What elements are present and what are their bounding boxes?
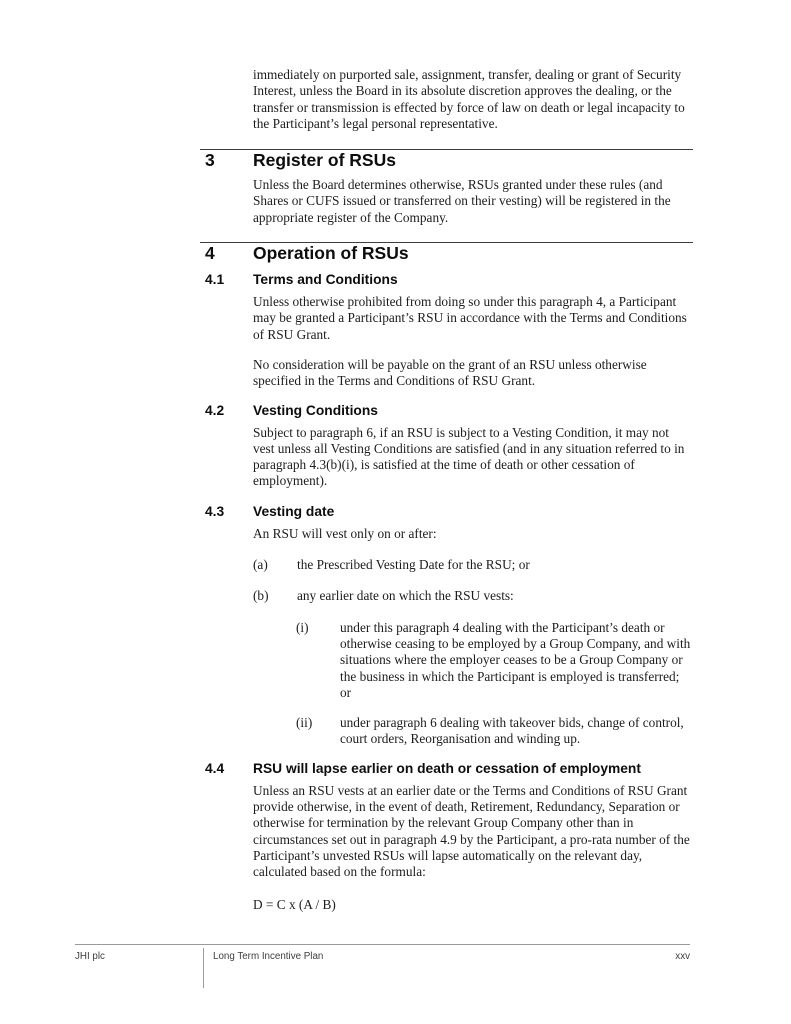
paragraph: Unless an RSU vests at an earlier date or the Terms and Conditions of RSU Grant provide otherwise, in the event of death, Retirement, Redundancy, Separation or otherwise for termination by the relevant Group Company other than in circumstances set out in paragraph 4.9 by the Participant, a pro-rata number of the Participant’s unvested RSUs will lapse automatically on the relevant day, calculated based on the formula: <box>253 782 690 880</box>
subsection-title: Terms and Conditions <box>253 272 398 288</box>
list-item-text: any earlier date on which the RSU vests: <box>297 588 514 604</box>
list-item-ii <box>296 715 691 748</box>
footer-company: JHI plc <box>75 951 105 962</box>
list-marker: (ii) <box>296 715 313 731</box>
subsection-title: Vesting date <box>253 503 335 519</box>
subsection-number: 4.2 <box>205 402 225 418</box>
subsection-number: 4.1 <box>205 272 225 288</box>
paragraph: Unless otherwise prohibited from doing so under this paragraph 4, a Participant may be granted a Participant’s RSU in accordance with the Terms and Conditions of RSU Grant. <box>253 294 687 342</box>
list-item-text: under paragraph 6 dealing with takeover bids, change of control, court orders, Reorganisation and winding up. <box>340 715 684 747</box>
subsection-4-4-heading <box>200 760 693 777</box>
paragraph: An RSU will vest only on or after: <box>253 525 437 541</box>
section-number: 4 <box>205 243 215 264</box>
list-item-text: under this paragraph 4 dealing with the Participant’s death or otherwise ceasing to be employed by a Group Company, and with situations where the employer ceases to be a Group Company or the business in which the Participant is employed is transferred; or <box>340 619 691 700</box>
section-title: Operation of RSUs <box>253 243 409 264</box>
list-item-i <box>296 620 691 701</box>
section-number: 3 <box>205 150 215 171</box>
subsection-number: 4.3 <box>205 503 225 519</box>
paragraph: Unless the Board determines otherwise, RSUs granted under these rules (and Shares or CUFS issued or transferred on their vesting) will be registered in the appropriate register of the Company. <box>253 177 671 225</box>
subsection-number: 4.4 <box>205 760 225 776</box>
list-marker: (a) <box>253 557 268 573</box>
paragraph: Subject to paragraph 6, if an RSU is subject to a Vesting Condition, it may not vest unless all Vesting Conditions are satisfied (and in any situation referred to in paragraph 4.3(b)(i), is satisfied at the time of death or other cessation of employment). <box>253 424 685 489</box>
section-title: Register of RSUs <box>253 150 396 171</box>
footer-page-number: xxv <box>675 951 690 962</box>
subsection-4-3-heading <box>200 503 693 520</box>
continuation-paragraph: immediately on purported sale, assignment, transfer, dealing or grant of Security Interest, unless the Board in its absolute discretion approves the dealing, or the transfer or transmission is effected by force of law on death or legal incapacity to the Participant’s legal personal representative. <box>253 67 685 131</box>
section-4-heading <box>200 243 693 264</box>
section-3-heading <box>200 150 693 171</box>
paragraph: No consideration will be payable on the grant of an RSU unless otherwise specified in the Terms and Conditions of RSU Grant. <box>253 356 647 389</box>
subsection-title: RSU will lapse earlier on death or cessation of employment <box>253 760 641 776</box>
page-footer <box>75 944 690 992</box>
subsection-title: Vesting Conditions <box>253 402 378 418</box>
list-item-a <box>253 557 691 573</box>
subsection-4-1-heading <box>200 271 693 288</box>
footer-document-title: Long Term Incentive Plan <box>213 951 324 962</box>
formula: D = C x (A / B) <box>253 896 336 912</box>
document-body <box>200 0 693 913</box>
footer-divider <box>203 948 204 988</box>
list-marker: (b) <box>253 588 269 604</box>
list-item-text: the Prescribed Vesting Date for the RSU; or <box>297 557 530 573</box>
subsection-4-2-heading <box>200 402 693 419</box>
list-marker: (i) <box>296 619 309 635</box>
list-item-b <box>253 588 691 604</box>
